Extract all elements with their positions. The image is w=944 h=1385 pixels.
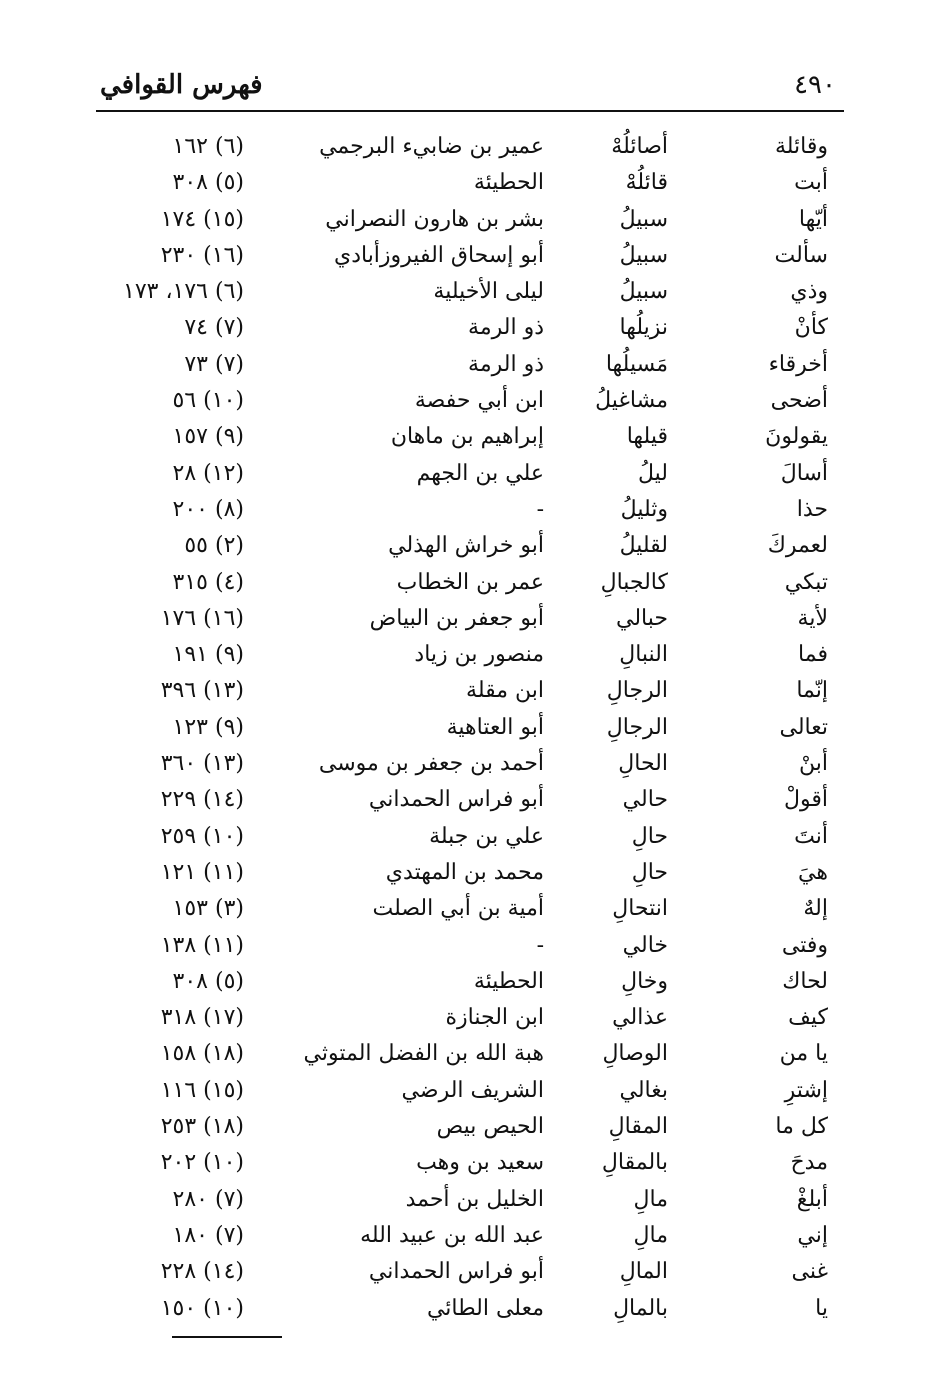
index-row [96, 1076, 844, 1112]
poet-name: عبد الله بن عبيد الله [360, 1222, 544, 1248]
poet-name: الحطيئة [473, 170, 544, 196]
verse-first-word: وفتى [781, 932, 828, 958]
page-reference: (١٦) ٢٣٠ [160, 242, 244, 268]
verse-first-word: إنّما [796, 678, 828, 704]
poet-name: الخليل بن أحمد [405, 1186, 544, 1212]
poet-name: ذو الرمة [468, 351, 544, 377]
page-reference: (١٠) ٢٠٢ [160, 1150, 244, 1176]
page-reference: (٧) ٧٤ [184, 315, 244, 341]
index-row [96, 277, 844, 313]
rhyme-word: الحالِ [618, 751, 668, 777]
index-row [96, 422, 844, 458]
verse-first-word: تبكي [784, 569, 828, 595]
verse-first-word: غنى [791, 1259, 828, 1285]
rhyme-word: حالِ [631, 823, 668, 849]
page-reference: (٧) ٢٨٠ [172, 1186, 244, 1212]
verse-first-word: أقولْ [784, 787, 828, 813]
index-row [96, 604, 844, 640]
index-row [96, 313, 844, 349]
page-reference: (٩) ١٢٣ [172, 714, 244, 740]
poet-name: بشر بن هارون النصراني [325, 206, 544, 232]
poet-name: أبو خراش الهذلي [388, 533, 544, 559]
poet-name: أحمد بن جعفر بن موسى [318, 751, 544, 777]
rhyme-word: كالجبالِ [600, 569, 668, 595]
poet-name: هبة الله بن الفضل المتوثي [303, 1041, 544, 1067]
index-row [96, 1294, 844, 1330]
page-reference: (٩) ١٥٧ [172, 424, 244, 450]
page-reference: (١٠) ٢٥٩ [160, 823, 244, 849]
rhyme-word: حبالي [616, 605, 668, 631]
rhyme-word: حالي [622, 787, 668, 813]
poet-name: علي بن الجهم [416, 460, 544, 486]
rhyme-word: قائلُهْ [625, 170, 668, 196]
page-reference: (٣) ١٥٣ [172, 896, 244, 922]
poet-name: أبو فراس الحمداني [368, 787, 544, 813]
verse-first-word: لحاك [782, 968, 828, 994]
rhyme-word: المقالِ [608, 1114, 668, 1140]
page-reference: (٧) ٧٣ [184, 351, 244, 377]
verse-first-word: كيف [788, 1005, 828, 1031]
index-row [96, 568, 844, 604]
verse-first-word: أبت [794, 170, 828, 196]
page-reference: (١٧) ٣١٨ [160, 1005, 244, 1031]
index-row [96, 749, 844, 785]
verse-first-word: كأنْ [794, 315, 828, 341]
verse-first-word: سألت [774, 242, 828, 268]
verse-first-word: إلهٌ [803, 896, 828, 922]
page-reference: (١١) ١٢١ [160, 859, 244, 885]
page-reference: (١٥) ١٧٤ [160, 206, 244, 232]
page-reference: (١٨) ١٥٨ [160, 1041, 244, 1067]
verse-first-word: أنتَ [794, 823, 828, 849]
page-reference: (١٦) ١٧٦ [160, 605, 244, 631]
page-reference: (١٠) ٥٦ [172, 388, 244, 414]
rhyme-word: سبيلُ [619, 242, 668, 268]
index-row [96, 858, 844, 894]
page-reference: (٦) ١٦٢ [172, 134, 244, 159]
rhyme-word: الوصالِ [602, 1041, 668, 1067]
page-reference: (١١) ١٣٨ [160, 932, 244, 958]
rhyme-word: مالِ [633, 1222, 668, 1248]
index-row [96, 640, 844, 676]
rhyme-word: سبيلُ [619, 206, 668, 232]
rhyme-word: وثليلُ [620, 496, 668, 522]
index-row [96, 495, 844, 531]
poet-name: ليلى الأخيلية [433, 279, 544, 305]
index-row [96, 1221, 844, 1257]
poet-name: منصور بن زياد [414, 642, 544, 668]
page-title: فهرس القوافي [100, 70, 263, 100]
rhyme-index-list [96, 132, 844, 1330]
rhyme-word: بغالي [619, 1077, 668, 1103]
page-number: ٤٩٠ [794, 70, 836, 100]
rhyme-word: عذالي [612, 1005, 668, 1031]
index-row [96, 967, 844, 1003]
index-row [96, 1112, 844, 1148]
page-reference: (٢) ٥٥ [184, 533, 244, 559]
poet-name: - [536, 496, 544, 522]
verse-first-word: أسالَ [780, 460, 828, 486]
poet-name: ابن أبي حفصة [414, 388, 544, 414]
index-row [96, 822, 844, 858]
verse-first-word: إشترِ [784, 1077, 828, 1103]
verse-first-word: وقائلة [774, 134, 828, 159]
rhyme-word: مشاغيلُ [595, 388, 668, 414]
poet-name: أبو إسحاق الفيروزأبادي [333, 242, 544, 268]
poet-name: علي بن جبلة [429, 823, 544, 849]
index-row [96, 676, 844, 712]
verse-first-word: أضحى [770, 388, 828, 414]
poet-name: عمير بن ضابيء البرجمي [319, 134, 544, 159]
index-row [96, 1185, 844, 1221]
index-row [96, 168, 844, 204]
index-row [96, 785, 844, 821]
verse-first-word: يا من [779, 1041, 828, 1067]
verse-first-word: لأية [797, 605, 828, 631]
footnote-rule [172, 1336, 282, 1338]
index-row [96, 1003, 844, 1039]
rhyme-word: مَسيلُها [605, 351, 668, 377]
page-reference: (١٨) ٢٥٣ [160, 1114, 244, 1140]
verse-first-word: أبنْ [799, 751, 828, 777]
page-reference: (٧) ١٨٠ [172, 1222, 244, 1248]
page-reference: (٥) ٣٠٨ [172, 170, 244, 196]
verse-first-word: يا [815, 1295, 828, 1321]
verse-first-word: كل ما [775, 1114, 828, 1140]
page-reference: (١٤) ٢٢٩ [160, 787, 244, 813]
poet-name: أبو العتاهية [446, 714, 544, 740]
poet-name: سعيد بن وهب [416, 1150, 544, 1176]
verse-first-word: وذي [790, 279, 828, 305]
index-row [96, 350, 844, 386]
page-reference: (١٠) ١٥٠ [160, 1295, 244, 1321]
page-reference: (٥) ٣٠٨ [172, 968, 244, 994]
poet-name: الشريف الرضي [401, 1077, 544, 1103]
verse-first-word: هيَ [798, 859, 828, 885]
rhyme-word: انتحالِ [612, 896, 668, 922]
poet-name: أبو جعفر بن البياض [369, 605, 544, 631]
index-row [96, 1148, 844, 1184]
index-row [96, 1257, 844, 1293]
index-row [96, 386, 844, 422]
page-header [96, 60, 844, 112]
rhyme-word: بالمالِ [613, 1295, 668, 1321]
poet-name: الحيص بيص [436, 1114, 544, 1140]
poet-name: - [536, 932, 544, 958]
poet-name: أمية بن أبي الصلت [372, 896, 544, 922]
page-reference: (٤) ٣١٥ [172, 569, 244, 595]
rhyme-word: بالمقالِ [601, 1150, 668, 1176]
page-reference: (١٥) ١١٦ [160, 1077, 244, 1103]
verse-first-word: مدحَ [790, 1150, 828, 1176]
poet-name: عمر بن الخطاب [396, 569, 544, 595]
poet-name: معلى الطائي [426, 1295, 544, 1321]
poet-name: ذو الرمة [468, 315, 544, 341]
poet-name: إبراهيم بن ماهان [390, 424, 544, 450]
index-row [96, 132, 844, 168]
verse-first-word: لعمركَ [767, 533, 828, 559]
verse-first-word: أخرقاء [768, 351, 828, 377]
verse-first-word: يقولونَ [765, 424, 828, 450]
rhyme-word: وخالِ [621, 968, 668, 994]
index-row [96, 241, 844, 277]
rhyme-word: خالي [622, 932, 668, 958]
poet-name: ابن مقلة [466, 678, 544, 704]
index-row [96, 459, 844, 495]
page-reference: (١٣) ٣٩٦ [160, 678, 244, 704]
rhyme-word: الرجالِ [606, 714, 668, 740]
page-reference: (٦) ١٧٦، ١٧٣ [123, 279, 244, 305]
verse-first-word: فما [798, 642, 828, 668]
verse-first-word: تعالى [779, 714, 828, 740]
page-reference: (٩) ١٩١ [172, 642, 244, 668]
page-reference: (١٤) ٢٢٨ [160, 1259, 244, 1285]
index-row [96, 205, 844, 241]
page-reference: (٨) ٢٠٠ [172, 496, 244, 522]
index-row [96, 894, 844, 930]
rhyme-word: المالِ [619, 1259, 668, 1285]
verse-first-word: حذا [796, 496, 828, 522]
page-reference: (١٣) ٣٦٠ [160, 751, 244, 777]
verse-first-word: إني [797, 1222, 828, 1248]
poet-name: الحطيئة [473, 968, 544, 994]
poet-name: محمد بن المهتدي [385, 859, 544, 885]
index-row [96, 931, 844, 967]
rhyme-word: لقليلُ [619, 533, 668, 559]
rhyme-word: النبالِ [619, 642, 668, 668]
poet-name: أبو فراس الحمداني [368, 1259, 544, 1285]
index-row [96, 531, 844, 567]
index-row [96, 1039, 844, 1075]
rhyme-word: أصائلُهْ [611, 134, 668, 159]
page-reference: (١٢) ٢٨ [172, 460, 244, 486]
verse-first-word: أبلغْ [796, 1186, 828, 1212]
poet-name: ابن الجنازة [445, 1005, 544, 1031]
rhyme-word: نزيلُها [619, 315, 668, 341]
rhyme-word: قيلها [626, 424, 668, 450]
rhyme-word: مالِ [633, 1186, 668, 1212]
verse-first-word: أيّها [798, 206, 828, 232]
rhyme-word: ليلُ [637, 460, 668, 486]
index-row [96, 713, 844, 749]
rhyme-word: حالِ [631, 859, 668, 885]
rhyme-word: الرجالِ [606, 678, 668, 704]
rhyme-word: سبيلُ [619, 279, 668, 305]
